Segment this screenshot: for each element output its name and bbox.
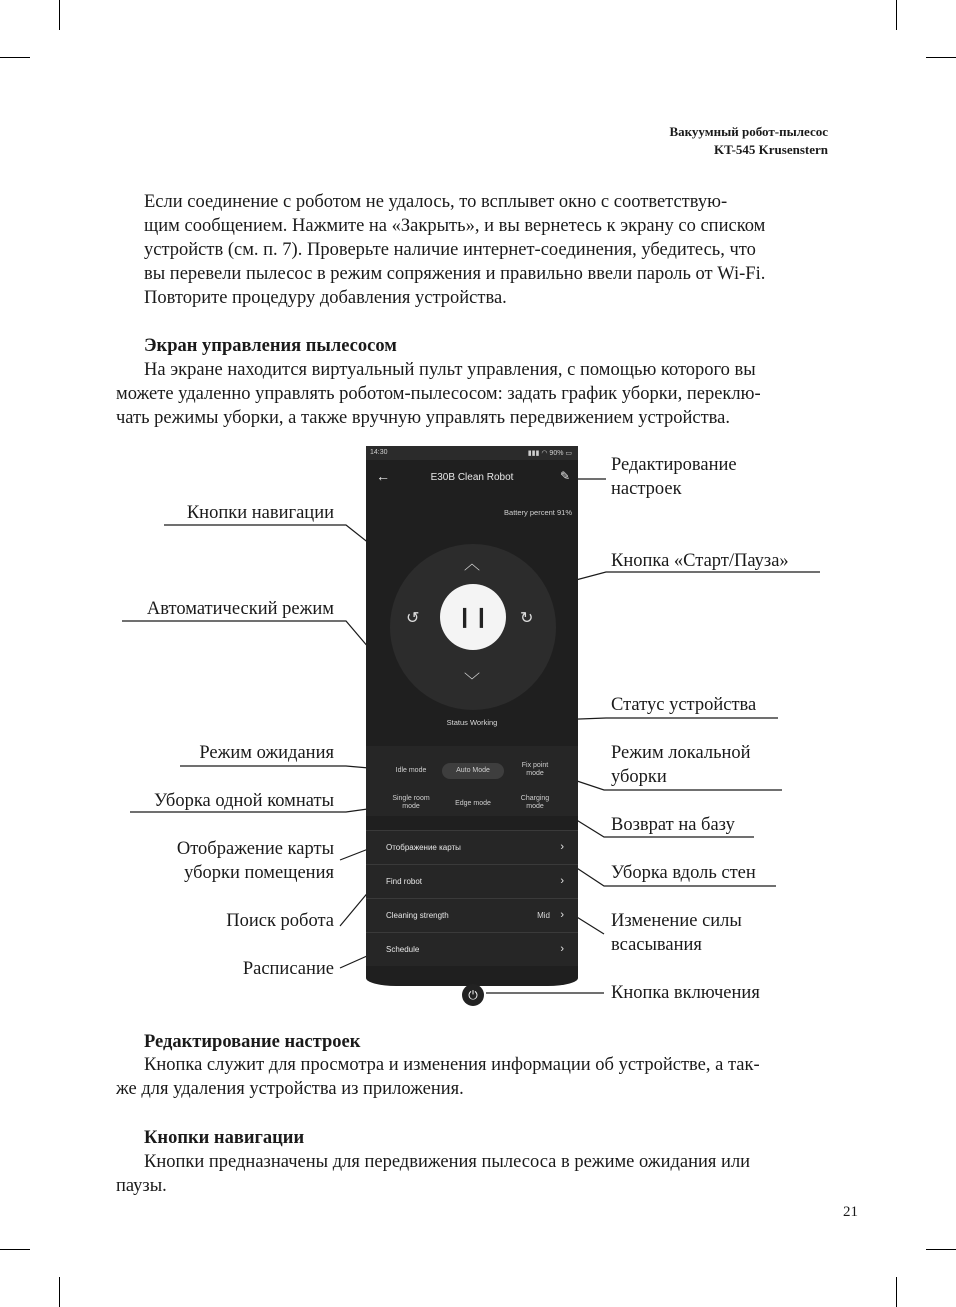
menu-label-cleaning: Cleaning strength (386, 911, 449, 920)
text-line: же для удаления устройства из приложения. (116, 1079, 464, 1099)
text-line: Повторите процедуру добавления устройства. (144, 288, 507, 308)
menu-item-schedule[interactable] (366, 932, 578, 966)
status-signal: ▮▮▮ ◠ 90% ▭ (527, 450, 572, 457)
fix-point-mode-button[interactable]: Fix point mode (521, 762, 549, 777)
page-number: 21 (843, 1204, 858, 1220)
device-status: Status Working (446, 718, 498, 727)
auto-mode-button[interactable]: Auto Mode (442, 763, 504, 779)
charging-mode-button[interactable]: Charging mode (520, 795, 550, 810)
status-bar (366, 446, 578, 460)
edit-settings-icon[interactable]: ✎ (559, 469, 570, 483)
text-line: Кнопки предназначены для передвижения пылесоса в режиме ожидания или (144, 1152, 751, 1172)
start-pause-button[interactable]: ❙❙ (440, 584, 506, 650)
section-heading: Редактирование настроек (144, 1032, 361, 1052)
text-line: можете удаленно управлять роботом-пылесосом: задать график уборки, переклю- (116, 384, 761, 404)
menu-item-map[interactable] (366, 830, 578, 864)
battery-percent: Battery percent 91% (504, 508, 572, 517)
text-line: На экране находится виртуальный пульт управления, с помощью которого вы (144, 360, 756, 380)
rotate-left-icon[interactable]: ↺ (406, 610, 420, 627)
menu-item-find-robot[interactable] (366, 864, 578, 898)
chevron-right-icon: › (560, 841, 564, 853)
status-time: 14:30 (370, 449, 388, 456)
chevron-right-icon: › (560, 875, 564, 887)
section-paragraph (116, 1053, 832, 1101)
nav-up-icon[interactable]: ︿ (464, 556, 481, 573)
edge-mode-button[interactable]: Edge mode (455, 800, 491, 807)
nav-down-icon[interactable]: ﹀ (464, 673, 481, 690)
label-device-status: Статус устройства (611, 695, 757, 715)
header-line-1: Вакуумный робот-пылесос (669, 124, 828, 139)
idle-mode-button[interactable]: Idle mode (395, 767, 427, 774)
menu-label-map: Отображение карты (386, 843, 461, 852)
text-line: вы перевели пылесос в режим сопряжения и правильно ввели пароль от Wi-Fi. (144, 264, 766, 284)
app-top-bar (366, 468, 578, 488)
single-room-mode-button[interactable]: Single room mode (392, 795, 430, 810)
label-idle-mode: Режим ожидания (199, 743, 334, 763)
back-arrow-icon[interactable]: ← (376, 468, 390, 484)
label-auto-mode: Автоматический режим (146, 599, 334, 619)
menu-label-find: Find robot (386, 877, 423, 886)
phone-screenshot (366, 446, 578, 986)
text-line: устройств (см. п. 7). Проверьте наличие интернет-соединения, убедитесь, что (144, 240, 756, 260)
label-edit-settings: Редактирование настроек (611, 455, 737, 499)
text-line: Кнопка служит для просмотра и изменения информации об устройстве, а так- (144, 1055, 760, 1075)
mode-panel (366, 746, 578, 816)
label-start-pause: Кнопка «Старт/Пауза» (611, 551, 789, 571)
device-title: E30B Clean Robot (430, 472, 514, 483)
label-single-room: Уборка одной комнаты (154, 791, 334, 811)
power-button-icon[interactable]: ⏻ (462, 984, 484, 1006)
label-suction: Изменение силы всасывания (611, 911, 742, 955)
label-nav-buttons: Кнопки навигации (186, 503, 334, 523)
label-schedule: Расписание (242, 959, 334, 979)
section-heading: Кнопки навигации (144, 1128, 305, 1148)
text-line: паузы. (116, 1176, 167, 1196)
menu-item-cleaning-strength[interactable] (366, 898, 578, 932)
label-return-dock: Возврат на базу (611, 815, 735, 835)
text-line: Если соединение с роботом не удалось, то всплывет окно с соответствую- (144, 192, 728, 212)
text-line: чать режимы уборки, а также вручную управлять передвижением устройства. (116, 408, 731, 428)
label-power: Кнопка включения (611, 983, 760, 1003)
menu-label-schedule: Schedule (386, 945, 420, 954)
chevron-right-icon: › (560, 943, 564, 955)
cleaning-strength-value: Mid (537, 911, 550, 920)
rotate-right-icon[interactable]: ↻ (520, 610, 534, 627)
chevron-right-icon: › (560, 909, 564, 921)
section-paragraph (116, 1150, 832, 1198)
label-map: Отображение карты уборки помещения (176, 839, 334, 883)
label-edge-cleaning: Уборка вдоль стен (611, 863, 756, 883)
label-local-cleaning: Режим локальной уборки (611, 743, 751, 787)
label-find-robot: Поиск робота (226, 911, 334, 931)
section-heading: Экран управления пылесосом (144, 336, 397, 356)
header-line-2: KT-545 Krusenstern (714, 142, 828, 157)
text-line: щим сообщением. Нажмите на «Закрыть», и вы вернетесь к экрану со списком (144, 216, 766, 236)
